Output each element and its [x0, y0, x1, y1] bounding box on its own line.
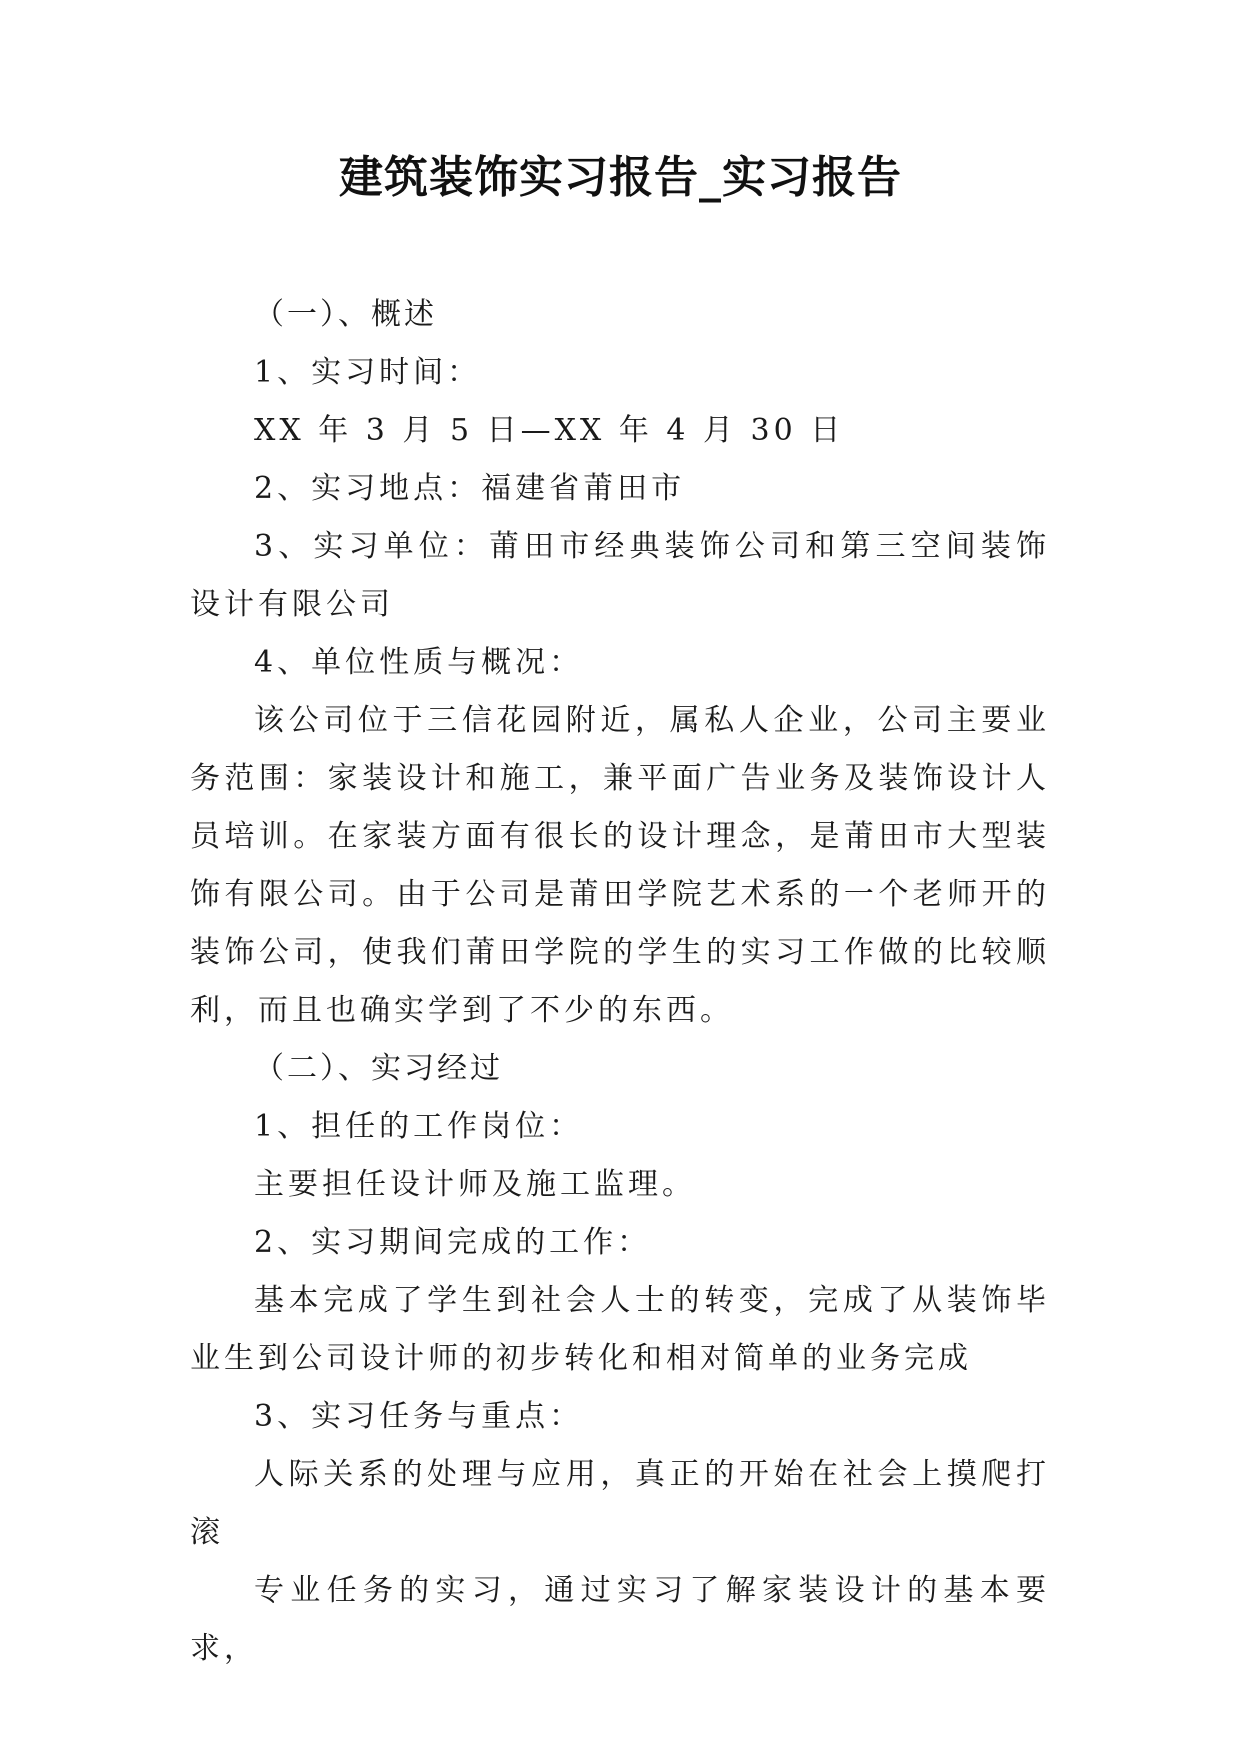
paragraph-interpersonal: 人际关系的处理与应用，真正的开始在社会上摸爬打滚 [190, 1457, 1050, 1550]
paragraph-internship-location: 2、实习地点：福建省莆田市 [254, 471, 686, 506]
section-heading-overview: （一）、概述 [254, 297, 437, 332]
paragraph-position-label: 1、担任的工作岗位： [254, 1109, 584, 1144]
paragraph-work-done-label: 2、实习期间完成的工作： [254, 1225, 652, 1260]
paragraph-company-overview: 该公司位于三信花园附近，属私人企业，公司主要业务范围：家装设计和施工，兼平面广告业务及装饰设计人员培训。在家装方面有很长的设计理念，是莆田市大型装饰有限公司。由于公司是莆田学院艺术系的一个老师开的装饰公司，使我们莆田学院的学生的实习工作做的比较顺利，而且也确实学到了不少的东西。 [190, 703, 1050, 1028]
paragraph-unit-nature-label: 4、单位性质与概况： [254, 645, 584, 680]
document-title: 建筑装饰实习报告_实习报告 [339, 152, 902, 203]
paragraph-position: 主要担任设计师及施工监理。 [254, 1167, 696, 1202]
paragraph-internship-time-label: 1、实习时间： [254, 355, 482, 390]
paragraph-internship-unit: 3、实习单位：莆田市经典装饰公司和第三空间装饰设计有限公司 [190, 529, 1050, 622]
paragraph-tasks-label: 3、实习任务与重点： [254, 1399, 584, 1434]
paragraph-work-done: 基本完成了学生到社会人士的转变，完成了从装饰毕业生到公司设计师的初步转化和相对简单的业务完成 [190, 1283, 1050, 1376]
section-heading-process: （二）、实习经过 [254, 1051, 503, 1086]
paragraph-professional-tasks: 专业任务的实习，通过实习了解家装设计的基本要求， [190, 1573, 1050, 1666]
document-body [190, 286, 1050, 1678]
paragraph-internship-dates: XX 年 3 月 5 日—XX 年 4 月 30 日 [254, 413, 845, 448]
